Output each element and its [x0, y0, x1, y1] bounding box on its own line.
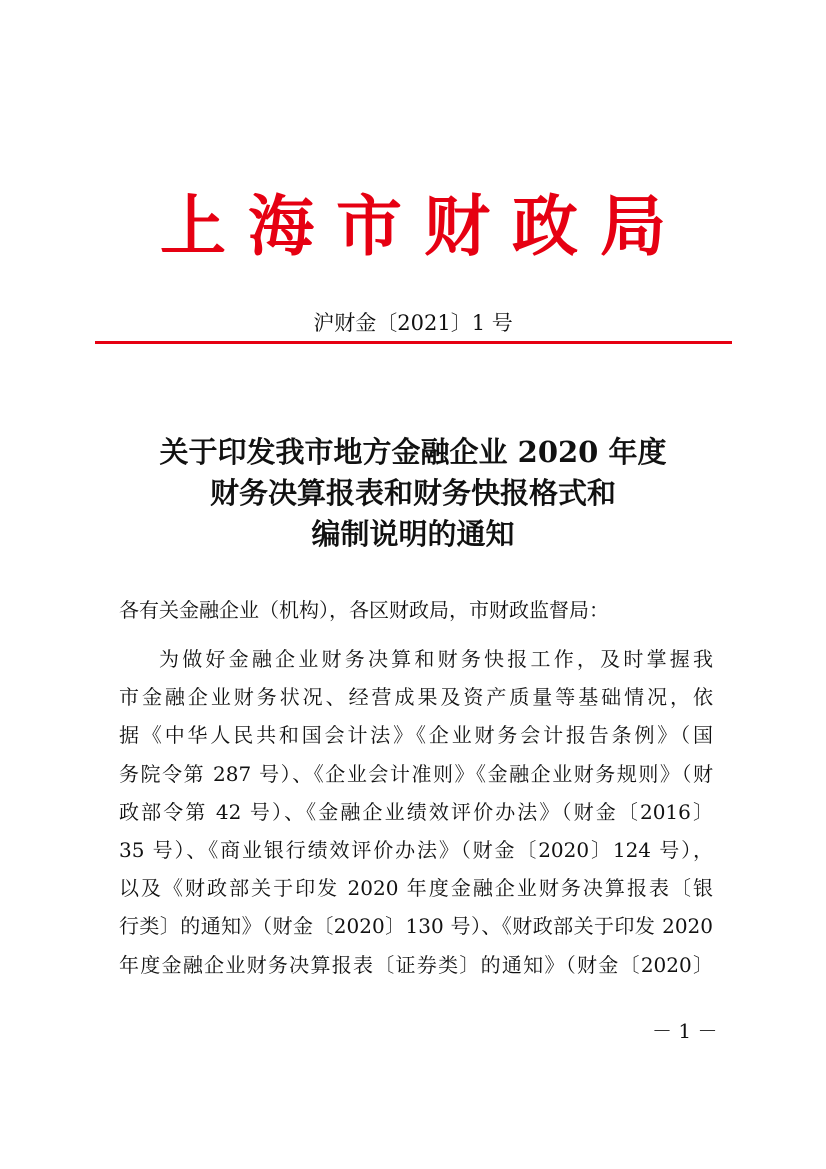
document-title	[0, 432, 826, 555]
body-line: 年度金融企业财务决算报表〔证券类〕的通知》（财金〔2020〕	[119, 952, 713, 977]
title-line-2: 财务决算报表和财务快报格式和	[209, 476, 616, 510]
document-number: 沪财金〔2021〕1 号	[313, 311, 513, 335]
body-line: 据《中华人民共和国会计法》《企业财务会计报告条例》（国	[119, 723, 713, 748]
body-line: 务院令第 287 号）、《企业会计准则》《金融企业财务规则》（财	[119, 761, 713, 786]
red-divider-line	[95, 341, 732, 344]
title-line-3: 编制说明的通知	[311, 517, 515, 551]
body-line: 政部令第 42 号）、《金融企业绩效评价办法》（财金〔2016〕	[119, 799, 713, 824]
body-line: 行类〕的通知》（财金〔2020〕130 号）、《财政部关于印发 2020	[119, 914, 713, 939]
body-line: 市金融企业财务状况、经营成果及资产质量等基础情况，依	[119, 685, 713, 710]
salutation: 各有关金融企业（机构），各区财政局，市财政监督局：	[119, 598, 609, 622]
body-line: 为做好金融企业财务决算和财务快报工作，及时掌握我	[159, 647, 713, 671]
body-paragraph	[119, 640, 713, 984]
title-line-1: 关于印发我市地方金融企业 2020 年度	[159, 435, 667, 469]
body-line: 以及《财政部关于印发 2020 年度金融企业财务决算报表〔银	[119, 876, 713, 901]
page-number: － 1 －	[652, 1019, 718, 1043]
body-line: 35 号）、《商业银行绩效评价办法》（财金〔2020〕124 号），	[119, 837, 713, 862]
issuer-header: 上海市财政局	[160, 187, 688, 265]
